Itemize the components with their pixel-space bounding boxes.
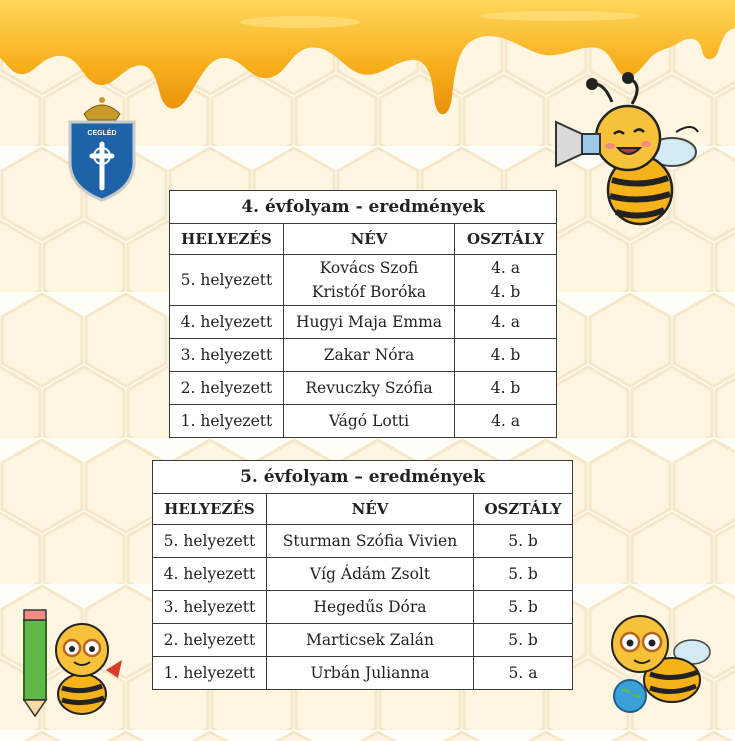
name-cell: Hegedűs Dóra	[266, 591, 473, 624]
logo-text: CEGLÉD	[87, 130, 117, 137]
placement-cell: 3. helyezett	[170, 339, 284, 372]
table-row	[153, 624, 573, 657]
class-cell: 5. b	[474, 525, 573, 558]
name-cell	[283, 255, 454, 306]
name-cell: Urbán Julianna	[266, 657, 473, 690]
class-cell: 4. b	[455, 339, 557, 372]
name-cell: Marticsek Zalán	[266, 624, 473, 657]
column-header-placement: HELYEZÉS	[153, 494, 267, 525]
class-cell: 4. a	[455, 306, 557, 339]
class-cell: 4. b	[455, 372, 557, 405]
grade5-table-title: 5. évfolyam – eredmények	[153, 461, 573, 494]
grade4-results-table	[169, 190, 557, 438]
student-class: 4. b	[490, 283, 521, 301]
student-name: Kovács Szofi	[319, 259, 419, 277]
placement-cell: 1. helyezett	[170, 405, 284, 438]
placement-cell: 4. helyezett	[153, 558, 267, 591]
name-cell: Hugyi Maja Emma	[283, 306, 454, 339]
placement-cell: 2. helyezett	[170, 372, 284, 405]
column-header-class: OSZTÁLY	[474, 494, 573, 525]
placement-cell: 5. helyezett	[153, 525, 267, 558]
student-name: Kristóf Boróka	[311, 283, 427, 301]
name-cell: Sturman Szófia Vivien	[266, 525, 473, 558]
student-class: 4. a	[491, 259, 521, 277]
class-cell: 5. b	[474, 558, 573, 591]
name-cell: Zakar Nóra	[283, 339, 454, 372]
table-row	[170, 306, 557, 339]
table-row	[153, 558, 573, 591]
column-header-name: NÉV	[283, 224, 454, 255]
grade4-table-title: 4. évfolyam - eredmények	[170, 191, 557, 224]
placement-cell: 5. helyezett	[170, 255, 284, 306]
column-header-placement: HELYEZÉS	[170, 224, 284, 255]
table-row	[153, 657, 573, 690]
class-cell: 4. a	[455, 405, 557, 438]
column-header-class: OSZTÁLY	[455, 224, 557, 255]
table-row	[170, 372, 557, 405]
table-row	[153, 591, 573, 624]
class-cell: 5. b	[474, 591, 573, 624]
name-cell: Revuczky Szófia	[283, 372, 454, 405]
placement-cell: 4. helyezett	[170, 306, 284, 339]
name-cell: Víg Ádám Zsolt	[266, 558, 473, 591]
column-header-name: NÉV	[266, 494, 473, 525]
table-row	[170, 339, 557, 372]
placement-cell: 3. helyezett	[153, 591, 267, 624]
cegled-coat-of-arms-logo	[62, 92, 142, 204]
class-cell	[455, 255, 557, 306]
bee-globe-icon	[600, 600, 715, 715]
class-cell: 5. b	[474, 624, 573, 657]
table-row	[170, 405, 557, 438]
placement-cell: 1. helyezett	[153, 657, 267, 690]
placement-cell: 2. helyezett	[153, 624, 267, 657]
name-cell: Vágó Lotti	[283, 405, 454, 438]
bee-pencil-icon	[18, 600, 128, 718]
table-row	[170, 255, 557, 306]
table-row	[153, 525, 573, 558]
grade5-results-table	[152, 460, 573, 690]
class-cell: 5. a	[474, 657, 573, 690]
bee-megaphone-icon	[552, 72, 712, 232]
